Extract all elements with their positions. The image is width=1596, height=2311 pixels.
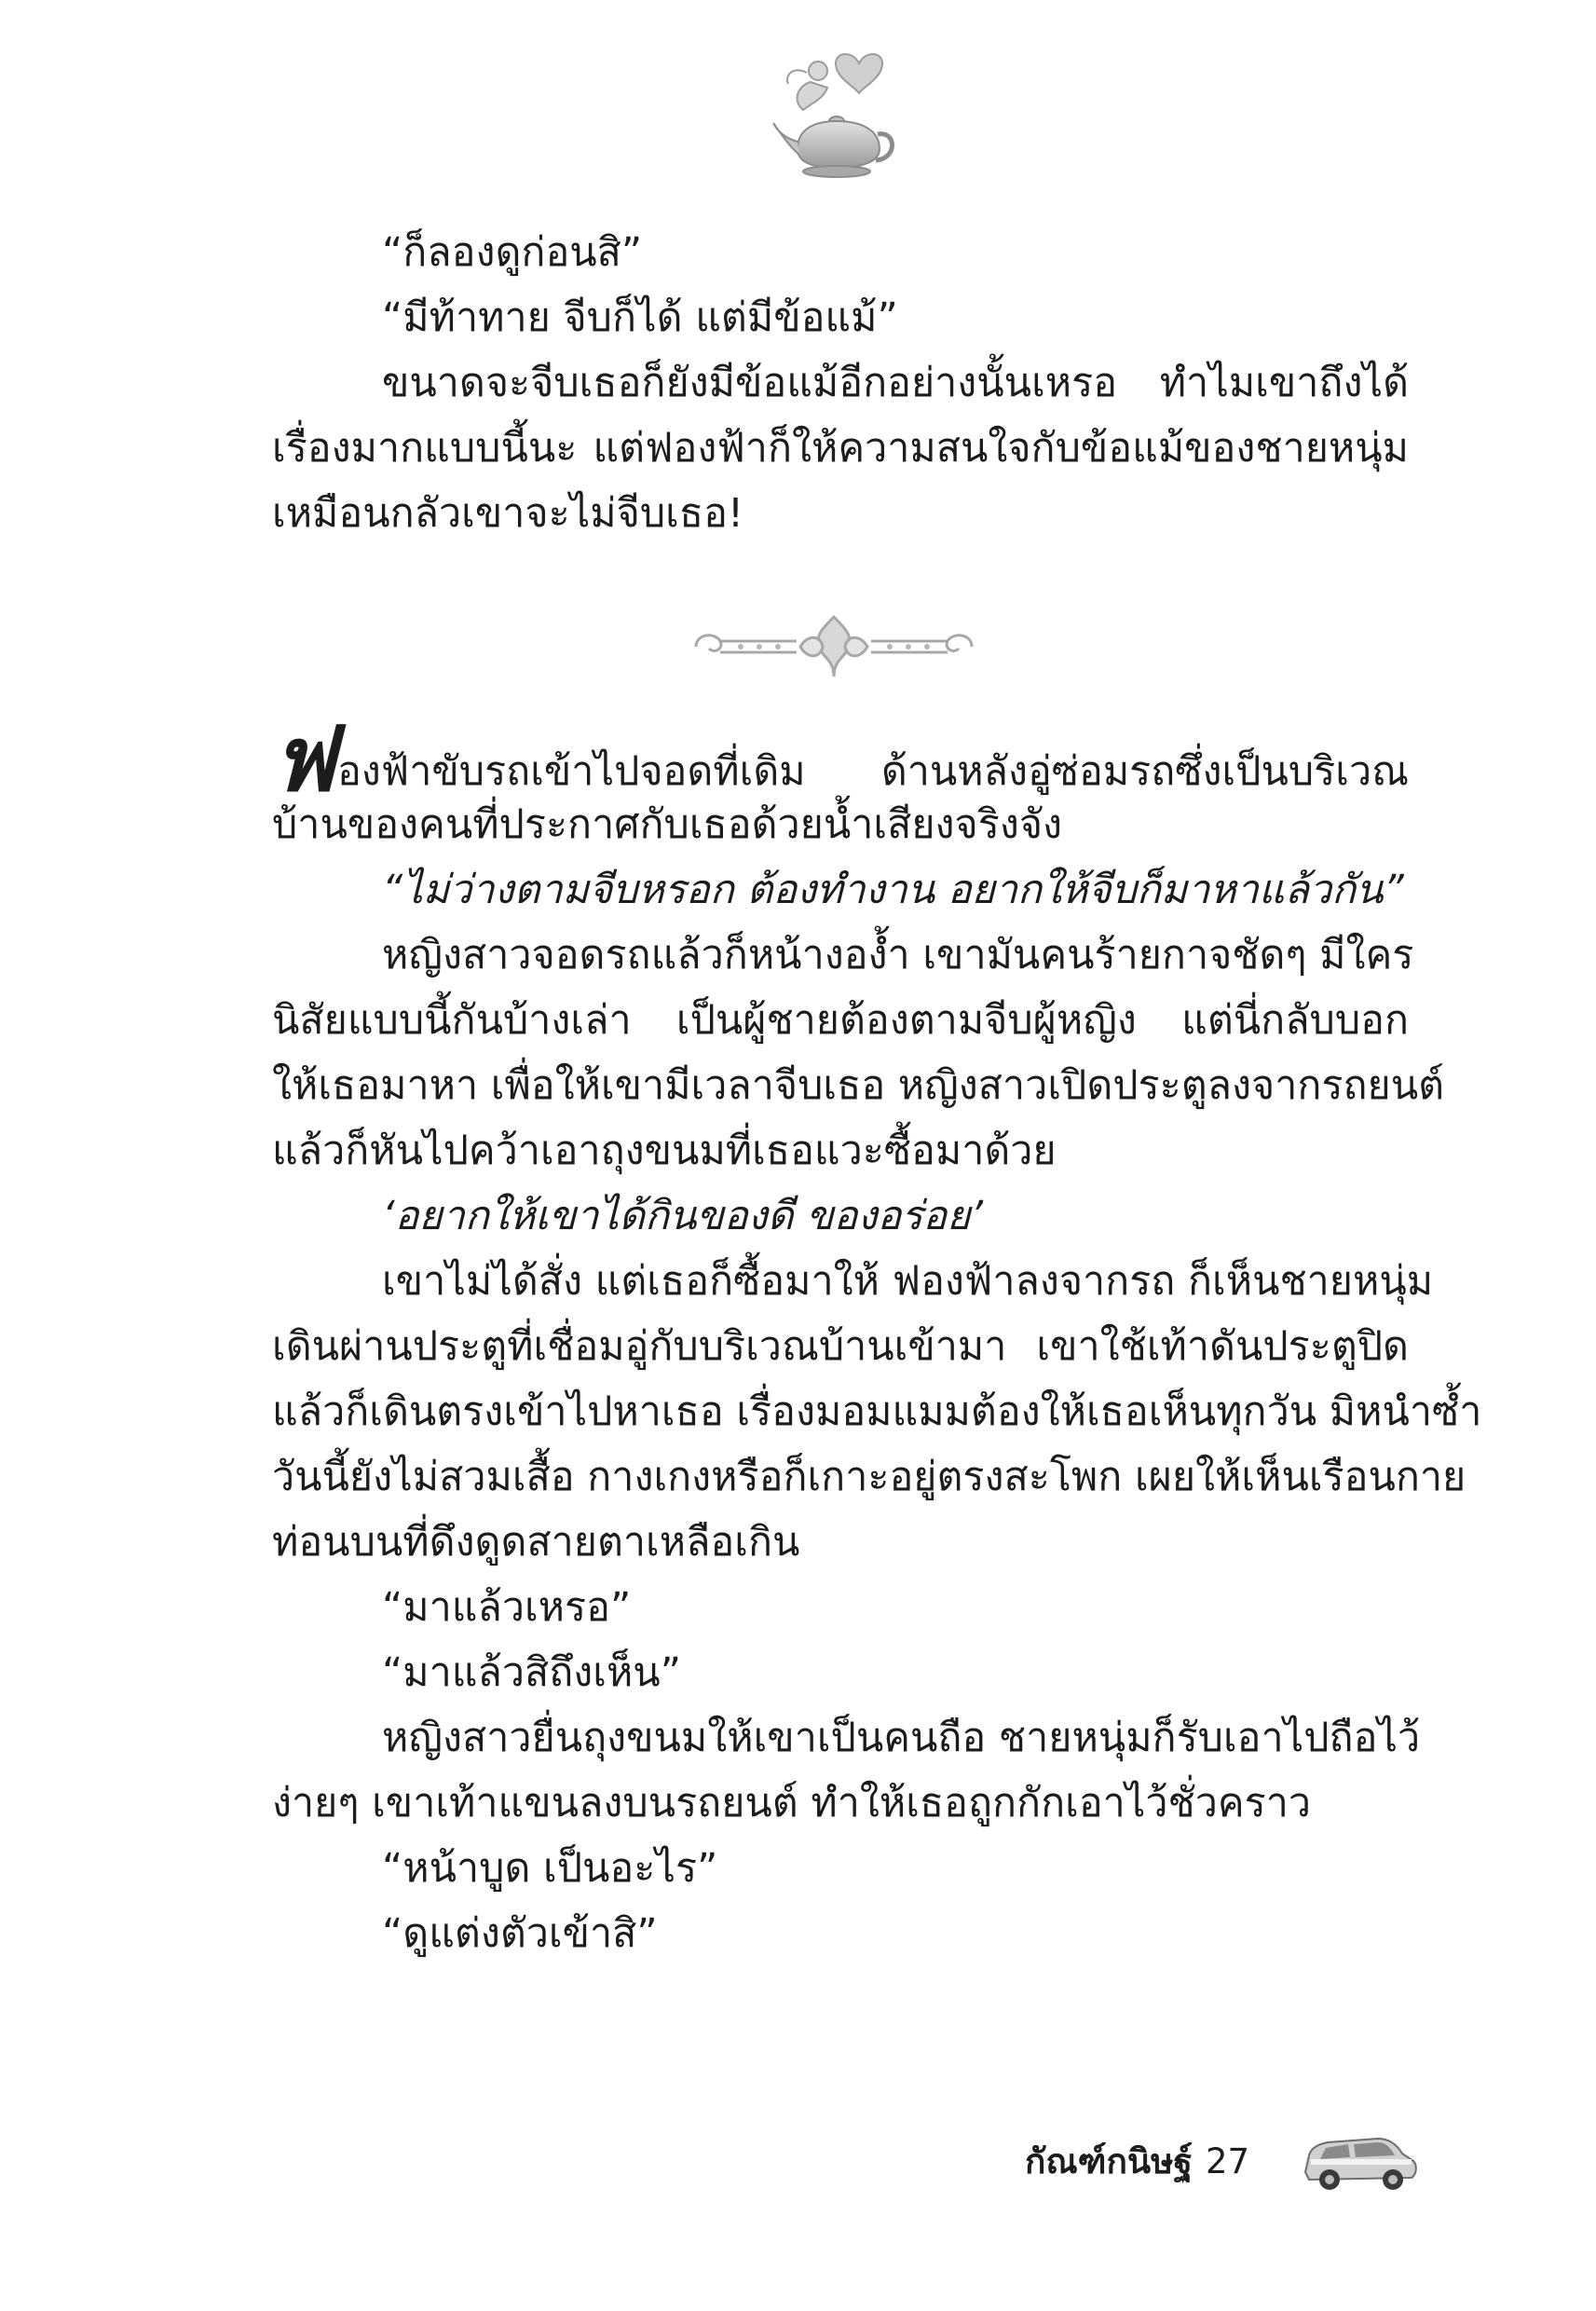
author-name: กัณฑ์กนิษฐ์ <box>1025 2141 1193 2181</box>
dialogue-line: “หน้าบูด เป็นอะไร” <box>382 1845 718 1892</box>
paragraph-line: หญิงสาวจอดรถแล้วก็หน้างอง้ำ เขามันคนร้ายกาจชัดๆ มีใคร <box>382 932 1414 978</box>
paragraph-line: ขนาดจะจีบเธอก็ยังมีข้อแม้อีกอย่างนั้นเหรอ ทำไมเขาถึงได้ <box>382 360 1409 406</box>
drop-cap: ฟ <box>272 706 335 812</box>
paragraph-line: บ้านของคนที่ประกาศกับเธอด้วยน้ำเสียงจริงจัง <box>272 801 1063 848</box>
paragraph-line: เหมือนกลัวเขาจะไม่จีบเธอ! <box>272 490 744 537</box>
thought-line: ‘อยากให้เขาได้กินของดี ของอร่อย’ <box>382 1193 984 1239</box>
paragraph-line: หญิงสาวยื่นถุงขนมให้เขาเป็นคนถือ ชายหนุ่มก็รับเอาไปถือไว้ <box>382 1715 1421 1761</box>
paragraph-line: วันนี้ยังไม่สวมเสื้อ กางเกงหรือก็เกาะอยู่ตรงสะโพก เผยให้เห็นเรือนกาย <box>272 1454 1466 1500</box>
car-icon <box>1300 2127 1421 2195</box>
dialogue-line: “มาแล้วเหรอ” <box>382 1584 632 1631</box>
paragraph-line: เรื่องมากแบบนี้นะ แต่ฟองฟ้าก็ให้ความสนใจกับข้อแม้ของชายหนุ่ม <box>272 425 1409 472</box>
dialogue-line: “มีท้าทาย จีบก็ได้ แต่มีข้อแม้” <box>382 294 898 341</box>
dialogue-line: “ก็ลองดูก่อนสิ” <box>382 229 643 276</box>
paragraph-line: เขาไม่ได้สั่ง แต่เธอก็ซื้อมาให้ ฟองฟ้าลงจากรถ ก็เห็นชายหนุ่ม <box>382 1258 1434 1305</box>
thought-line: “ไม่ว่างตามจีบหรอก ต้องทำงาน อยากให้จีบก็มาหาแล้วกัน” <box>382 867 1404 913</box>
teapot-cupid-ornament-icon <box>770 45 900 185</box>
paragraph-line: ท่อนบนที่ดึงดูดสายตาเหลือเกิน <box>272 1519 800 1566</box>
paragraph-line: แล้วก็หันไปคว้าเอาถุงขนมที่เธอแวะซื้อมาด้วย <box>272 1128 1057 1174</box>
paragraph-line: นิสัยแบบนี้กันบ้างเล่า เป็นผู้ชายต้องตามจีบผู้หญิง แต่นี่กลับบอก <box>272 997 1409 1044</box>
scroll-divider-icon <box>685 608 983 686</box>
paragraph-line: ให้เธอมาหา เพื่อให้เขามีเวลาจีบเธอ หญิงสาวเปิดประตูลงจากรถยนต์ <box>272 1062 1445 1109</box>
paragraph-line: ง่ายๆ เขาเท้าแขนลงบนรถยนต์ ทำให้เธอถูกกักเอาไว้ชั่วคราว <box>272 1780 1312 1826</box>
dialogue-line: “ดูแต่งตัวเข้าสิ” <box>382 1910 658 1957</box>
page-footer <box>1025 2139 1249 2185</box>
dropcap-line-rest: องฟ้าขับรถเข้าไปจอดที่เดิม ด้านหลังอู่ซ่อมรถซึ่งเป็นบริเวณ <box>336 748 1409 795</box>
page-number: 27 <box>1205 2141 1250 2181</box>
paragraph-line: แล้วก็เดินตรงเข้าไปหาเธอ เรื่องมอมแมมต้องให้เธอเห็นทุกวัน มิหนำซ้ำ <box>272 1388 1482 1435</box>
dialogue-line: “มาแล้วสิถึงเห็น” <box>382 1649 681 1696</box>
paragraph-line: เดินผ่านประตูที่เชื่อมอู่กับบริเวณบ้านเข้ามา เขาใช้เท้าดันประตูปิด <box>272 1323 1409 1370</box>
